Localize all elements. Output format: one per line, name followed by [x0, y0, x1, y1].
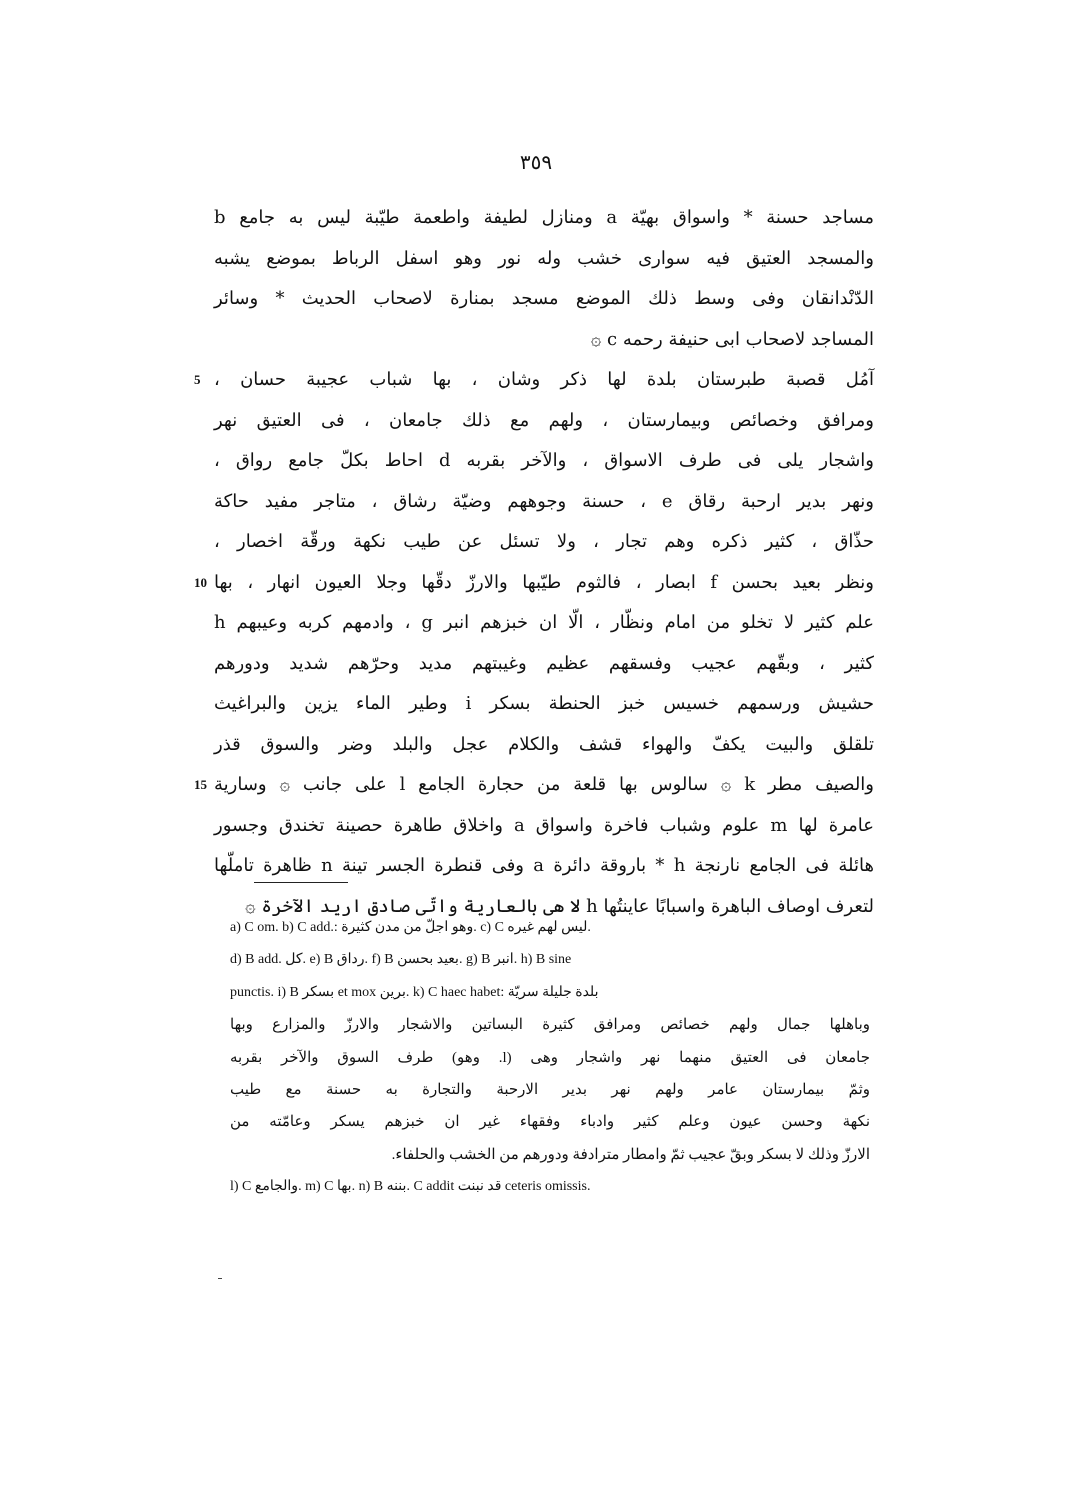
text-line	[214, 482, 874, 523]
text-line-content: ومرافق وخصائص وبيمارستان ، ولهم مع ذلك جامعان ، فى العتيق نهر	[214, 409, 874, 431]
text-line-content: عامرة لها m علوم وشباب فاخرة واسواق a واخلاق طاهرة حصينة تخندق وجسور	[214, 814, 874, 836]
footnote-line: l) C والجامع. m) C بها. n) B بننه. C addit قد نبنت ceteris omissis.	[230, 1179, 591, 1195]
line-number: 5	[194, 372, 201, 387]
text-line-content: حشيش ورسمهم خسيس خبز الحنطة بسكر i وطير الماء يزين والبراغيث	[214, 693, 874, 714]
text-line	[214, 806, 874, 847]
text-line	[214, 279, 874, 320]
text-line-content: واشجار يلى فى طرف الاسواق ، والآخر بقربه d احاط بكلّ جامع رواق ،	[214, 450, 874, 471]
text-line	[214, 401, 874, 442]
text-line-content: هائلة فى الجامع نارنجة h * باروقة دائرة a وفى قنطرة الجسر تينة n ظاهرة تاملّها	[214, 855, 874, 876]
text-line-content: آمُل قصبة طبرستان بلدة لها ذكر وشان ، بها شباب عجيبة حسان ،	[214, 369, 874, 390]
text-line-content: والصيف مطر k ۞ سالوس بها قلعة من حجارة الجامع l على جانب ۞ وسارية	[214, 774, 874, 795]
text-line	[194, 765, 874, 806]
text-line	[214, 644, 874, 685]
text-line-content: علم كثير لا تخلو من امام ونظّار ، الّا ان خبزهم انبر g ، وادمهم كربه وعيبهم h	[214, 612, 874, 633]
text-line-content: مساجد حسنة * واسواق بهيّة a ومنازل لطيفة واطعمة طيّبة ليس به جامع b	[214, 207, 874, 228]
text-line-content: المساجد لاصحاب ابى حنيفة رحمه c ۞	[590, 328, 874, 350]
main-text	[194, 198, 874, 927]
text-line-content: حذّاق ، كثير ذكره وهم تجار ، ولا تسئل عن طيب نكهة ورقّة اخصار ،	[214, 531, 874, 552]
text-line	[214, 684, 874, 725]
margin-mark	[218, 1278, 222, 1279]
text-line-content: ونظر بعيد بحسن f ابصار ، فالثوم طيّبها والارزّ دقّها وجلا العيون انهار ، بها	[214, 571, 874, 593]
footnote-line: a) C om. b) C add.: وهو اجلّ من مدن كثيرة. c) C ليس لهم غيره.	[230, 920, 591, 935]
footnote-line: d) B add. كل. e) B رداق. f) B بعيد بحسن. g) B انبر. h) B sine	[230, 952, 572, 968]
text-line	[214, 725, 874, 766]
text-line-content: الدّنْدانقان وفى وسط ذلك الموضع مسجد بمنارة لاصحاب الحديث * وسائر	[214, 288, 874, 309]
text-line	[214, 320, 874, 361]
footnote-line: نكهة وحسن عيون وعلم كثير وادباء وفقهاء غير ان خبزهم يسكر وعامّته من	[230, 1114, 870, 1131]
text-line	[214, 198, 874, 239]
text-line-content: ونهر بدير ارحبة رقاق e ، حسنة وجوههم وضيّة رشاق ، متاجر مفيد حاكة	[214, 490, 874, 512]
page-number: ٣٥٩	[519, 150, 553, 174]
text-line	[194, 563, 874, 604]
footnote-divider	[254, 882, 348, 883]
footnote-line: الارزّ وذلك لا بسكر وبقّ عجيب ثمّ وامطار مترادفة ودورهم من الخشب والحلفاء.	[391, 1146, 870, 1163]
text-line-content: كثير ، وبقّهم عجيب وفسقهم عظيم وغيبتهم مديد وحرّهم شديد ودورهم	[214, 652, 874, 674]
footnotes	[230, 912, 870, 1204]
text-line	[214, 441, 874, 482]
text-line	[214, 522, 874, 563]
text-line	[214, 603, 874, 644]
text-line	[194, 360, 874, 401]
footnote-line: وباهلها جمال ولهم خصائص ومرافق كثيرة البساتين والاشجار والارزّ والمزارع وبها	[230, 1017, 870, 1034]
text-line-content: لتعرف اوصاف الباهرة واسبابًا عاينتُها h لا هى بالعارية واتّى صادق اريد الآخرة ۞	[245, 895, 874, 917]
line-number: 10	[194, 574, 207, 590]
footnote-line: punctis. i) B بسكر et mox برين. k) C haec habet: بلدة جليلة سريّة	[230, 984, 599, 1000]
text-line	[214, 846, 874, 887]
footnote-line: وثمّ بيمارستان عامر ولهم نهر بدير الارحبة والتجارة به حسنة مع طيب	[230, 1081, 870, 1098]
text-line-content: تلقلق والبيت يكفّ والهواء قشف والكلام عجل والبلد وضر والسوق قذر	[214, 733, 874, 755]
line-number: 15	[194, 777, 207, 792]
text-line	[214, 239, 874, 280]
text-line-content: والمسجد العتيق فيه سوارى خشب وله نور وهو اسفل الرباط بموضع يشبه	[214, 247, 874, 269]
footnote-line: جامعان فى العتيق منهما نهر واشجار وهى (l. وهو) طرف السوق والآخر بقربه	[230, 1049, 870, 1066]
